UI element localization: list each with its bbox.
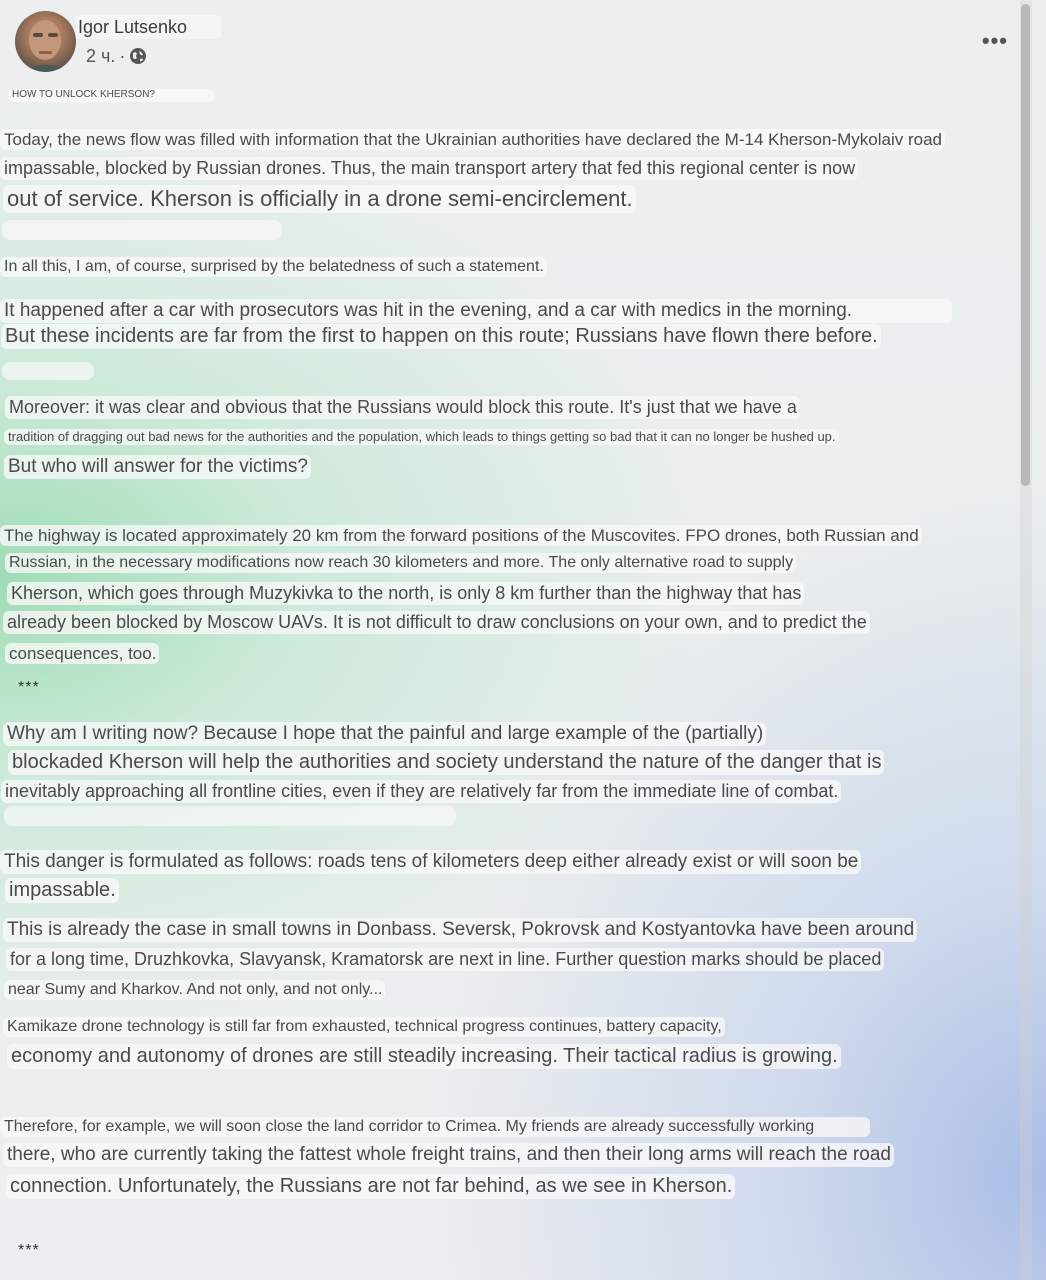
post-line: Why am I writing now? Because I hope that the painful and large example of the (partially) <box>3 722 766 746</box>
more-options-button[interactable] <box>982 28 1008 54</box>
post-line: In all this, I am, of course, surprised by the belatedness of such a statement. <box>0 257 547 277</box>
post-line: Therefore, for example, we will soon close the land corridor to Crimea. My friends are already successfully working <box>0 1117 870 1137</box>
post-line: inevitably approaching all frontline cities, even if they are relatively far from the immediate line of combat. <box>1 780 841 803</box>
globe-icon <box>129 47 147 65</box>
scrollbar-thumb[interactable] <box>1021 4 1030 486</box>
author-name[interactable]: Igor Lutsenko <box>76 15 221 39</box>
post-line: Kamikaze drone technology is still far from exhausted, technical progress continues, battery capacity, <box>3 1017 725 1037</box>
avatar[interactable] <box>15 11 76 72</box>
post-line: But who will answer for the victims? <box>4 455 311 479</box>
post-line: out of service. Kherson is officially in a drone semi-encirclement. <box>3 185 636 213</box>
post-line: It happened after a car with prosecutors was hit in the evening, and a car with medics in the morning. <box>0 299 952 323</box>
post-line: Kherson, which goes through Muzykivka to the north, is only 8 km further than the highway that has <box>7 582 804 605</box>
post-time[interactable]: 2 ч. <box>86 46 116 66</box>
blank-line <box>4 806 456 826</box>
more-dots-icon: ••• <box>981 28 1008 53</box>
post-line: there, who are currently taking the fattest whole freight trains, and then their long arms will reach the road <box>3 1143 894 1167</box>
post-meta <box>86 44 147 68</box>
post-line: impassable. <box>5 878 119 903</box>
post-line: consequences, too. <box>5 643 159 664</box>
post-line: near Sumy and Kharkov. And not only, and not only... <box>4 980 385 1000</box>
post-line: Russian, in the necessary modifications now reach 30 kilometers and more. The only alternative road to supply <box>5 553 796 573</box>
blank-line <box>2 220 282 240</box>
avatar-photo-icon <box>15 11 76 72</box>
post-line: The highway is located approximately 20 km from the forward positions of the Muscovites. FPO drones, both Russian and <box>0 525 922 546</box>
post-line: connection. Unfortunately, the Russians are not far behind, as we see in Kherson. <box>6 1174 735 1199</box>
post-line: But these incidents are far from the first to happen on this route; Russians have flown there before. <box>1 324 881 349</box>
post-line: This is already the case in small towns in Donbass. Seversk, Pokrovsk and Kostyantovka have been around <box>3 918 917 942</box>
post-line: This danger is formulated as follows: roads tens of kilometers deep either already exist or will soon be <box>0 850 861 874</box>
post-line: Today, the news flow was filled with information that the Ukrainian authorities have declared the M-14 Kherson-Mykolaiv road <box>0 129 945 150</box>
post-line: tradition of dragging out bad news for the authorities and the population, which leads to things getting so bad that it can no longer be hushed up. <box>4 429 839 445</box>
post-line: Moreover: it was clear and obvious that the Russians would block this route. It's just that we have a <box>5 396 800 419</box>
section-separator: *** <box>18 679 40 696</box>
blank-line <box>2 362 94 380</box>
section-separator: *** <box>18 1242 40 1259</box>
post-line: already been blocked by Moscow UAVs. It is not difficult to draw conclusions on your own, and to predict the <box>3 611 870 634</box>
meta-separator: · <box>119 46 126 66</box>
post-line: for a long time, Druzhkovka, Slavyansk, Kramatorsk are next in line. Further question marks should be placed <box>6 948 884 971</box>
post-line: impassable, blocked by Russian drones. Thus, the main transport artery that fed this regional center is now <box>0 157 858 180</box>
post-line: economy and autonomy of drones are still steadily increasing. Their tactical radius is growing. <box>7 1044 841 1069</box>
post-line: blockaded Kherson will help the authorities and society understand the nature of the danger that is <box>8 750 884 775</box>
post-heading: HOW TO UNLOCK KHERSON? <box>8 89 215 102</box>
